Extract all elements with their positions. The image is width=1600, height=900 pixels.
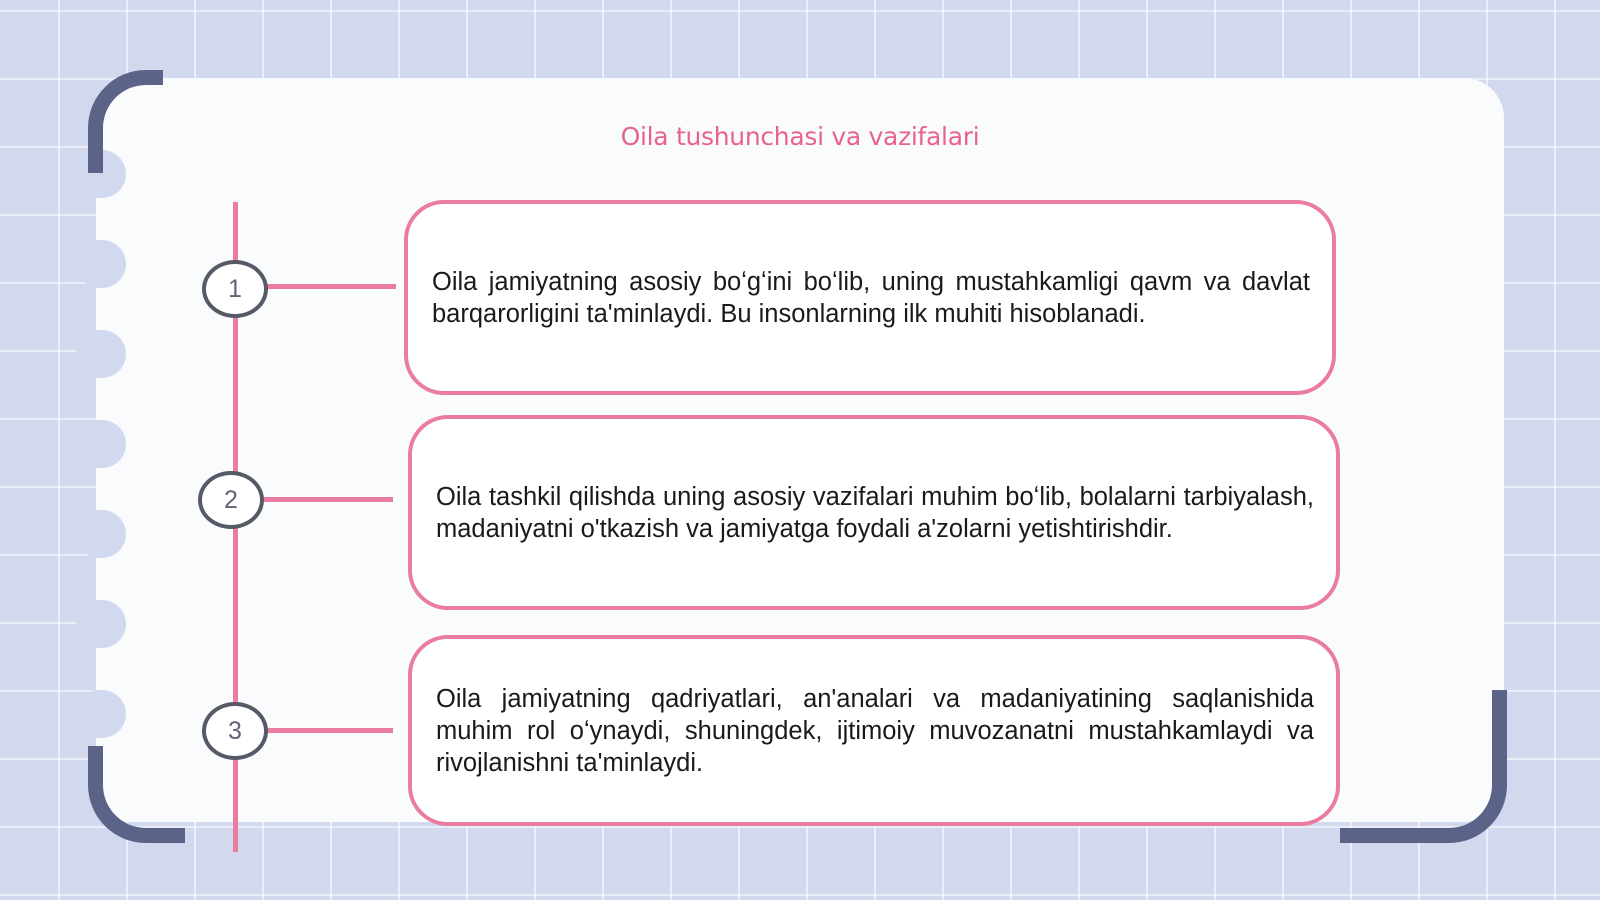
step-card — [408, 415, 1340, 610]
timeline-connector — [262, 284, 396, 289]
step-text: Oila tashkil qilishda uning asosiy vazifalari muhim boʻlib, bolalarni tarbiyalash, madaniyatni o'tkazish va jamiyatga foydali a'zolarni yetishtirishdir. — [436, 482, 1314, 543]
notebook-notch — [76, 510, 126, 558]
step-number-circle: 2 — [198, 471, 264, 529]
step-card — [404, 200, 1336, 395]
step-text: Oila jamiyatning asosiy boʻgʻini boʻlib, uning mustahkamligi qavm va davlat barqarorligini ta'minlaydi. Bu insonlarning ilk muhiti hisoblanadi. — [432, 267, 1310, 328]
step-text: Oila jamiyatning qadriyatlari, an'analari va madaniyatining saqlanishida muhim rol oʻynaydi, shuningdek, ijtimoiy muvozanatni mustahkamlaydi va rivojlanishni ta'minlaydi. — [436, 684, 1314, 777]
timeline-connector — [259, 497, 393, 502]
corner-bracket-bottom-left — [88, 746, 185, 843]
step-number-circle: 1 — [202, 260, 268, 318]
slide-title: Oila tushunchasi va vazifalari — [620, 122, 980, 151]
notebook-notch — [76, 240, 126, 288]
corner-bracket-top-left — [88, 70, 163, 173]
timeline-connector — [263, 728, 393, 733]
notebook-notch — [76, 420, 126, 468]
step-number-circle: 3 — [202, 702, 268, 760]
corner-bracket-bottom-right — [1340, 690, 1507, 843]
notebook-notch — [76, 690, 126, 738]
notebook-notch — [76, 600, 126, 648]
step-card — [408, 635, 1340, 826]
notebook-notch — [76, 330, 126, 378]
